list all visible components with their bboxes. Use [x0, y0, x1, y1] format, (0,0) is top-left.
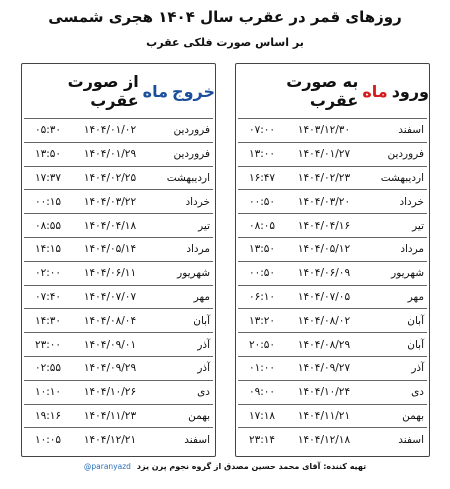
- table-row: [24, 285, 213, 309]
- date-cell: ۱۴۰۴/۰۹/۲۷: [286, 356, 362, 380]
- time-cell: ۰۸:۵۵: [24, 214, 72, 238]
- date-cell: ۱۴۰۴/۰۷/۰۷: [72, 285, 148, 309]
- month-cell: اردیبهشت: [362, 166, 427, 190]
- month-cell: آذر: [148, 356, 213, 380]
- date-cell: ۱۴۰۴/۰۱/۲۹: [72, 142, 148, 166]
- table-row: [238, 380, 427, 404]
- time-cell: ۱۴:۱۵: [24, 237, 72, 261]
- social-handle[interactable]: @paranyazd: [83, 462, 131, 471]
- month-cell: آذر: [148, 333, 213, 357]
- exit-heading-rest: از صورت عقرب: [67, 72, 139, 110]
- time-cell: ۰۰:۵۰: [238, 190, 286, 214]
- date-cell: ۱۴۰۴/۱۰/۲۶: [72, 380, 148, 404]
- month-cell: خرداد: [148, 190, 213, 214]
- page-subtitle: بر اساس صورت فلکی عقرب: [146, 36, 304, 49]
- time-cell: ۱۰:۱۰: [24, 380, 72, 404]
- time-cell: ۱۷:۱۸: [238, 404, 286, 428]
- date-cell: ۱۴۰۴/۱۲/۲۱: [72, 428, 148, 451]
- date-cell: ۱۴۰۴/۰۴/۱۶: [286, 214, 362, 238]
- time-cell: ۰۷:۴۰: [24, 285, 72, 309]
- table-row: [24, 166, 213, 190]
- time-cell: ۲۳:۱۴: [238, 428, 286, 451]
- table-row: [24, 142, 213, 166]
- date-cell: ۱۴۰۴/۰۱/۰۲: [72, 119, 148, 143]
- exit-heading-highlight: ماه: [142, 81, 169, 101]
- table-row: [238, 166, 427, 190]
- date-cell: ۱۴۰۴/۰۵/۱۲: [286, 237, 362, 261]
- month-cell: آذر: [362, 356, 427, 380]
- month-cell: آبان: [362, 309, 427, 333]
- date-cell: ۱۴۰۴/۰۶/۰۹: [286, 261, 362, 285]
- time-cell: ۰۹:۰۰: [238, 380, 286, 404]
- date-cell: ۱۴۰۴/۱۰/۲۴: [286, 380, 362, 404]
- month-cell: فروردین: [148, 119, 213, 143]
- table-row: [238, 404, 427, 428]
- time-cell: ۰۸:۰۵: [238, 214, 286, 238]
- table-row: [24, 190, 213, 214]
- time-cell: ۰۰:۵۰: [238, 261, 286, 285]
- time-cell: ۱۳:۵۰: [238, 237, 286, 261]
- month-cell: مرداد: [148, 237, 213, 261]
- month-cell: تیر: [362, 214, 427, 238]
- exit-table: [24, 118, 213, 451]
- month-cell: فروردین: [362, 142, 427, 166]
- month-cell: بهمن: [148, 404, 213, 428]
- date-cell: ۱۴۰۴/۰۳/۲۰: [286, 190, 362, 214]
- table-row: [24, 404, 213, 428]
- date-cell: ۱۴۰۴/۰۷/۰۵: [286, 285, 362, 309]
- month-cell: اسفند: [148, 428, 213, 451]
- date-cell: ۱۴۰۴/۱۱/۲۳: [72, 404, 148, 428]
- exit-panel: [21, 63, 216, 457]
- date-cell: ۱۴۰۳/۱۲/۳۰: [286, 119, 362, 143]
- exit-heading-word: خروج: [172, 81, 215, 101]
- month-cell: بهمن: [362, 404, 427, 428]
- month-cell: مرداد: [362, 237, 427, 261]
- exit-heading: [22, 64, 215, 118]
- table-row: [24, 380, 213, 404]
- page-title: روزهای قمر در عقرب سال ۱۴۰۴ هجری شمسی: [48, 8, 402, 26]
- entry-heading-rest: به صورت عقرب: [286, 72, 359, 110]
- table-row: [238, 214, 427, 238]
- table-row: [238, 190, 427, 214]
- time-cell: ۰۰:۱۵: [24, 190, 72, 214]
- month-cell: اسفند: [362, 428, 427, 451]
- month-cell: دی: [148, 380, 213, 404]
- month-cell: دی: [362, 380, 427, 404]
- month-cell: مهر: [362, 285, 427, 309]
- month-cell: تیر: [148, 214, 213, 238]
- month-cell: مهر: [148, 285, 213, 309]
- table-row: [238, 428, 427, 451]
- entry-panel: [235, 63, 430, 457]
- table-row: [238, 333, 427, 357]
- table-row: [238, 119, 427, 143]
- date-cell: ۱۴۰۴/۰۸/۰۲: [286, 309, 362, 333]
- entry-heading-word: ورود: [391, 81, 429, 101]
- table-row: [24, 237, 213, 261]
- date-cell: ۱۴۰۴/۰۱/۲۷: [286, 142, 362, 166]
- date-cell: ۱۴۰۴/۰۸/۲۹: [286, 333, 362, 357]
- table-row: [238, 237, 427, 261]
- time-cell: ۰۵:۳۰: [24, 119, 72, 143]
- time-cell: ۱۳:۰۰: [238, 142, 286, 166]
- table-row: [24, 119, 213, 143]
- month-cell: شهریور: [362, 261, 427, 285]
- date-cell: ۱۴۰۴/۰۹/۲۹: [72, 356, 148, 380]
- table-row: [24, 428, 213, 451]
- date-cell: ۱۴۰۴/۰۴/۱۸: [72, 214, 148, 238]
- month-cell: آبان: [148, 309, 213, 333]
- month-cell: فروردین: [148, 142, 213, 166]
- table-row: [24, 261, 213, 285]
- table-row: [238, 356, 427, 380]
- table-row: [238, 142, 427, 166]
- month-cell: اردیبهشت: [148, 166, 213, 190]
- time-cell: ۱۳:۲۰: [238, 309, 286, 333]
- date-cell: ۱۴۰۴/۰۶/۱۱: [72, 261, 148, 285]
- month-cell: آبان: [362, 333, 427, 357]
- date-cell: ۱۴۰۴/۱۱/۲۱: [286, 404, 362, 428]
- time-cell: ۰۲:۵۵: [24, 356, 72, 380]
- credit-text: تهیه کننده: آقای محمد حسین مصدق از گروه نجوم پرن یزد: [136, 462, 367, 471]
- time-cell: ۱۴:۳۰: [24, 309, 72, 333]
- table-row: [24, 214, 213, 238]
- date-cell: ۱۴۰۴/۰۸/۰۴: [72, 309, 148, 333]
- entry-heading: [236, 64, 429, 118]
- time-cell: ۱۳:۵۰: [24, 142, 72, 166]
- time-cell: ۱۷:۳۷: [24, 166, 72, 190]
- table-row: [238, 285, 427, 309]
- table-row: [238, 261, 427, 285]
- time-cell: ۱۰:۰۵: [24, 428, 72, 451]
- table-row: [24, 333, 213, 357]
- date-cell: ۱۴۰۴/۱۲/۱۸: [286, 428, 362, 451]
- entry-heading-highlight: ماه: [362, 81, 388, 101]
- month-cell: خرداد: [362, 190, 427, 214]
- time-cell: ۰۶:۱۰: [238, 285, 286, 309]
- date-cell: ۱۴۰۴/۰۳/۲۲: [72, 190, 148, 214]
- date-cell: ۱۴۰۴/۰۵/۱۴: [72, 237, 148, 261]
- time-cell: ۰۲:۰۰: [24, 261, 72, 285]
- table-row: [24, 309, 213, 333]
- time-cell: ۱۹:۱۶: [24, 404, 72, 428]
- month-cell: شهریور: [148, 261, 213, 285]
- date-cell: ۱۴۰۴/۰۲/۲۵: [72, 166, 148, 190]
- footer: [0, 462, 450, 471]
- time-cell: ۰۷:۰۰: [238, 119, 286, 143]
- entry-table: [238, 118, 427, 451]
- date-cell: ۱۴۰۴/۰۲/۲۳: [286, 166, 362, 190]
- time-cell: ۲۰:۵۰: [238, 333, 286, 357]
- table-row: [24, 356, 213, 380]
- time-cell: ۰۱:۰۰: [238, 356, 286, 380]
- table-row: [238, 309, 427, 333]
- time-cell: ۲۳:۰۰: [24, 333, 72, 357]
- month-cell: اسفند: [362, 119, 427, 143]
- date-cell: ۱۴۰۴/۰۹/۰۱: [72, 333, 148, 357]
- time-cell: ۱۶:۴۷: [238, 166, 286, 190]
